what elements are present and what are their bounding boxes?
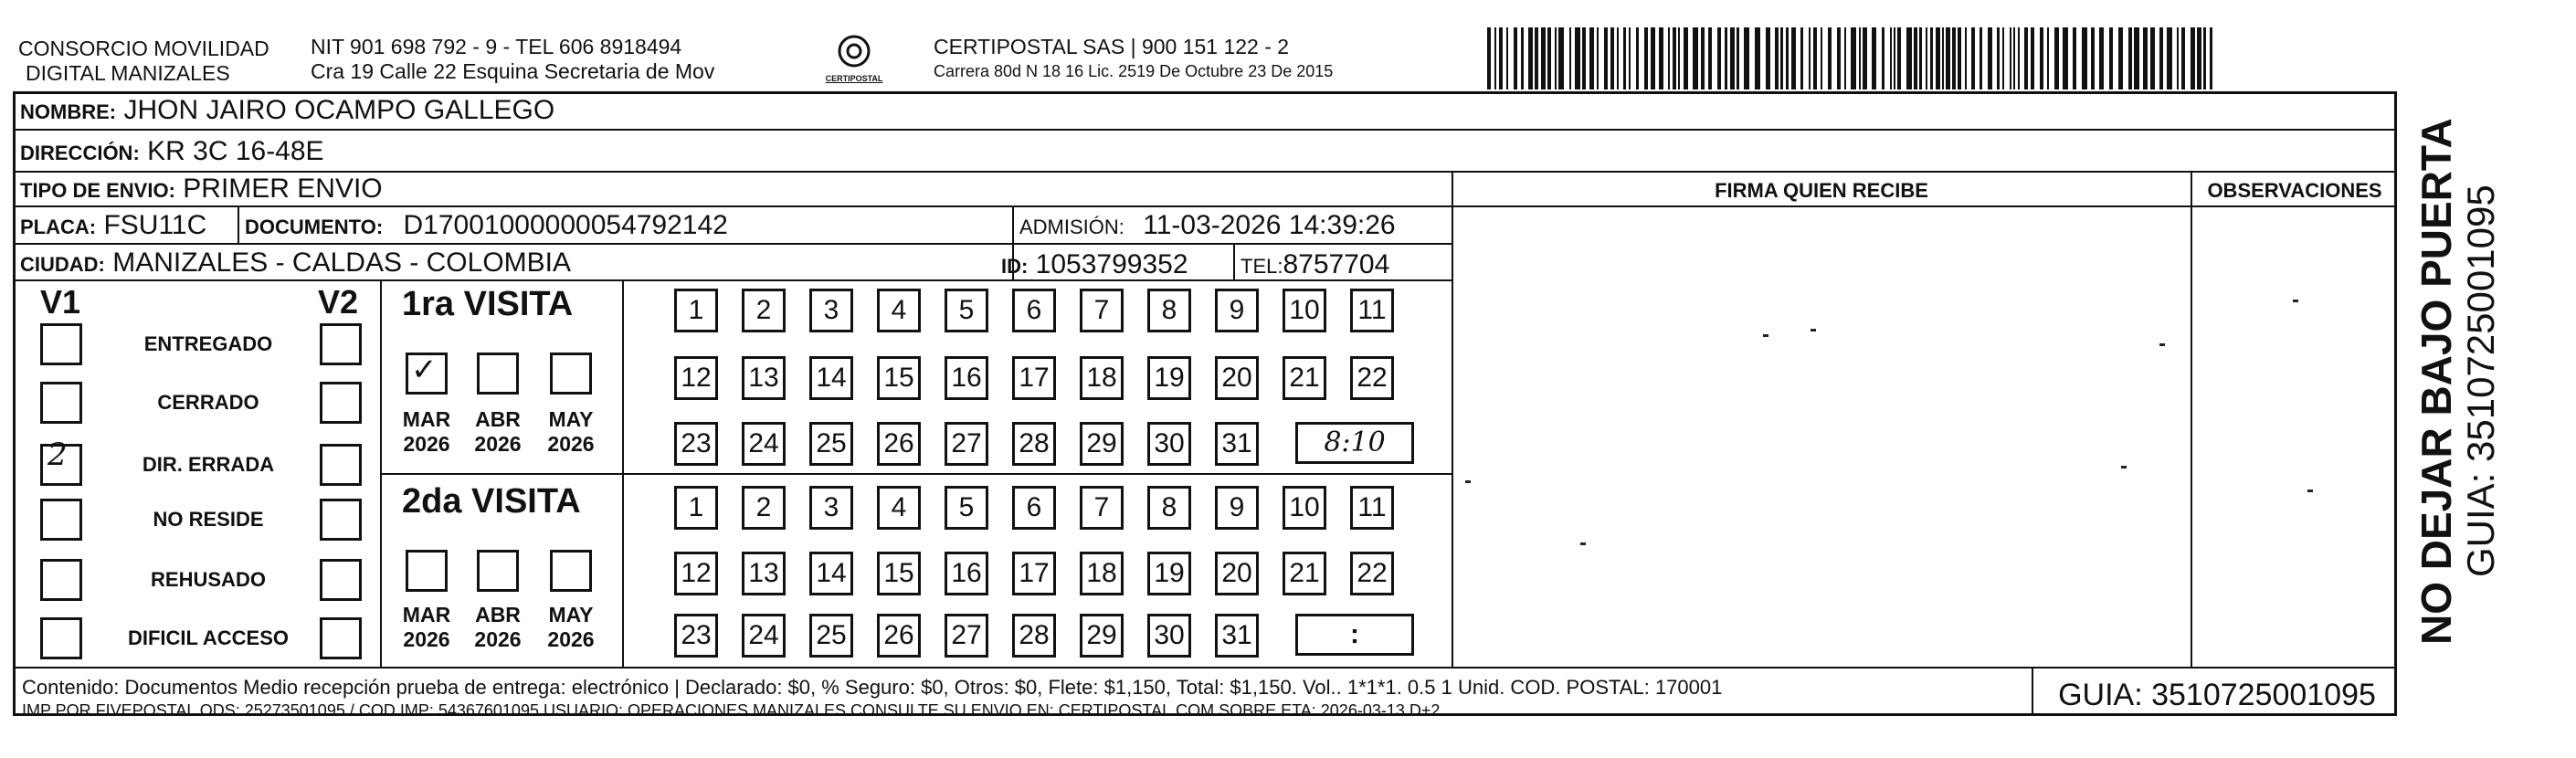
observations-area[interactable]: [2193, 208, 2394, 665]
barcode-bar: [1980, 27, 1982, 89]
barcode-bar: [1623, 27, 1626, 89]
visit1-day-box[interactable]: 13: [742, 356, 786, 400]
first-visit-time[interactable]: 8:10: [1295, 422, 1414, 464]
barcode-bar: [1725, 27, 1727, 89]
month-year: 2026: [474, 432, 522, 456]
tipo-envio-label: TIPO DE ENVIO:: [20, 179, 175, 202]
visit2-day-box[interactable]: 20: [1215, 552, 1259, 595]
visit2-day-box[interactable]: 3: [809, 486, 853, 530]
barcode-bar: [1514, 27, 1517, 89]
barcode-bar: [2118, 27, 2123, 89]
v2-checkbox-1[interactable]: [320, 382, 362, 424]
barcode-bar: [1837, 27, 1841, 89]
carrier-line: CERTIPOSTAL SAS | 900 151 122 - 2: [934, 35, 1290, 58]
barcode-bar: [1717, 27, 1721, 89]
v2-checkbox-4[interactable]: [320, 559, 362, 601]
visit2-day-box[interactable]: 27: [945, 614, 988, 658]
barcode-bar: [2167, 27, 2172, 89]
barcode-bar: [1775, 27, 1779, 89]
visit1-day-box[interactable]: 9: [1215, 289, 1259, 332]
visit1-day-box[interactable]: 18: [1080, 356, 1124, 400]
footer-print-line: IMP POR FIVEPOSTAL ODS: 25273501095 / COD.IMP: 54367601095 USUARIO: OPERACIONES MANIZALES CONSULTE SU ENVIO EN: CERTIPOSTAL.COM SOBRE ETA: 2026-03-13 D+2: [22, 701, 1441, 720]
no-dejar-bajo-puerta: NO DEJAR BAJO PUERTA: [2412, 118, 2460, 645]
barcode-bar: [1844, 27, 1846, 89]
visit2-day-box[interactable]: 29: [1080, 614, 1124, 658]
v2-checkbox-2[interactable]: [320, 444, 362, 486]
carrier-info: [934, 35, 1333, 84]
documento-field: [245, 209, 728, 244]
barcode-bar: [1708, 27, 1712, 89]
visit1-day-box[interactable]: 29: [1080, 422, 1124, 466]
signature-area[interactable]: [1454, 208, 2189, 665]
month-year: 2026: [403, 432, 450, 456]
month-name: ABR: [475, 407, 521, 431]
admision-value: 11-03-2026 14:39:26: [1143, 210, 1396, 240]
barcode-bar: [1644, 27, 1648, 89]
barcode-bar: [2054, 27, 2059, 89]
second-visit-time[interactable]: :: [1295, 614, 1414, 656]
barcode-bar: [1555, 27, 1557, 89]
barcode-bar: [2024, 27, 2028, 89]
visit2-day-box[interactable]: 7: [1080, 486, 1124, 530]
barcode-bar: [1872, 27, 1876, 89]
barcode-bar: [2002, 27, 2004, 89]
visit2-day-box[interactable]: 21: [1283, 552, 1326, 595]
visit1-day-box[interactable]: 26: [877, 422, 921, 466]
barcode-bar: [2191, 27, 2195, 89]
barcode-bar: [1673, 27, 1676, 89]
tipo-envio-value: PRIMER ENVIO: [183, 174, 383, 204]
tel-field: [1240, 248, 1389, 283]
visit2-day-box[interactable]: 6: [1012, 486, 1056, 530]
id-value: 1053799352: [1035, 249, 1188, 279]
barcode-bar: [2091, 27, 2095, 89]
barcode-bar: [2082, 27, 2087, 89]
march-check-mark: ✓: [411, 352, 438, 388]
barcode-bar: [1678, 27, 1680, 89]
barcode-bar: [1930, 27, 1933, 89]
second-visit-title: 2da VISITA: [402, 482, 581, 521]
month-name: MAY: [548, 603, 594, 626]
barcode-bar: [2143, 27, 2148, 89]
visit2-day-box[interactable]: 11: [1350, 486, 1394, 530]
v1-checkbox-0[interactable]: [40, 323, 82, 365]
ciudad-label: CIUDAD:: [20, 253, 105, 276]
barcode-bar: [1604, 27, 1608, 89]
barcode-bar: [1521, 27, 1524, 89]
visit2-day-box[interactable]: 13: [742, 552, 786, 595]
barcode-bar: [2159, 27, 2163, 89]
certipostal-logo: [813, 33, 895, 83]
barcode-bar: [1636, 27, 1639, 89]
v2-checkbox-5[interactable]: [320, 617, 362, 659]
barcode-bar: [1617, 27, 1619, 89]
visit2-day-box[interactable]: 9: [1215, 486, 1259, 530]
barcode-bar: [2010, 27, 2011, 89]
barcode-bar: [1744, 27, 1749, 89]
company-name: [18, 37, 269, 86]
visit1-day-box[interactable]: 17: [1012, 356, 1056, 400]
barcode-bar: [2013, 27, 2015, 89]
visit2-day-box[interactable]: 5: [945, 486, 988, 530]
visit2-day-box[interactable]: 8: [1147, 486, 1191, 530]
barcode-bar: [1487, 27, 1491, 89]
barcode-bar: [1558, 27, 1564, 89]
visit1-day-box[interactable]: 20: [1215, 356, 1259, 400]
dir-errada-handwritten-mark: 2: [48, 437, 68, 473]
barcode-bar: [1693, 27, 1698, 89]
barcode-bar: [2073, 27, 2076, 89]
barcode-bar: [1906, 27, 1912, 89]
v2-checkbox-3[interactable]: [320, 499, 362, 541]
id-label: ID:: [1001, 255, 1029, 278]
barcode-bar: [1919, 27, 1922, 89]
visit2-day-box[interactable]: 4: [877, 486, 921, 530]
visit1-day-box[interactable]: 2: [742, 289, 786, 332]
barcode-bar: [1791, 27, 1796, 89]
v1-checkbox-1[interactable]: [40, 382, 82, 424]
visit1-day-box[interactable]: 23: [674, 422, 718, 466]
visit1-day-box[interactable]: 25: [809, 422, 853, 466]
barcode-bar: [1997, 27, 2000, 89]
barcode-bar: [1547, 27, 1551, 89]
barcode-bar: [1936, 27, 1940, 89]
barcode-bar: [1890, 27, 1892, 89]
barcode-bar: [1528, 27, 1533, 89]
barcode-bar: [2047, 27, 2049, 89]
logo-icon: [836, 33, 872, 69]
visit2-day-box[interactable]: 22: [1350, 552, 1394, 595]
nombre-value: JHON JAIRO OCAMPO GALLEGO: [123, 95, 555, 125]
barcode-bar: [2203, 27, 2206, 89]
status-label: ENTREGADO: [143, 332, 273, 355]
month-name: ABR: [475, 603, 521, 626]
tipo-envio-field: [20, 173, 383, 207]
barcode-bar: [1821, 27, 1822, 89]
barcode-bar: [1766, 27, 1770, 89]
month-year: 2026: [403, 627, 450, 651]
visit2-day-box[interactable]: 24: [742, 614, 786, 658]
nombre-label: NOMBRE:: [20, 100, 117, 123]
v1-header: V1: [40, 283, 81, 321]
barcode-bar: [1629, 27, 1631, 89]
direccion-label: DIRECCIÓN:: [20, 142, 140, 164]
status-label: DIFICIL ACCESO: [127, 626, 289, 649]
barcode-bar: [1589, 27, 1594, 89]
barcode-bar: [2040, 27, 2043, 89]
company-line-1: CONSORCIO MOVILIDAD: [18, 37, 269, 60]
barcode-bar: [2134, 27, 2139, 89]
barcode-bar: [1952, 27, 1956, 89]
carrier-address: Carrera 80d N 18 16 Lic. 2519 De Octubre 23 De 2015: [934, 62, 1334, 80]
barcode-bar: [1914, 27, 1917, 89]
visit2-day-box[interactable]: 31: [1215, 614, 1259, 658]
barcode-bar: [2181, 27, 2185, 89]
tel-label: TEL:: [1240, 255, 1283, 278]
barcode-bar: [1851, 27, 1856, 89]
barcode-bar: [2150, 27, 2155, 89]
barcode-bar: [1499, 27, 1503, 89]
footer-content-line: Contenido: Documentos Medio recepción prueba de entrega: electrónico | Declarado: $0, % Seguro: $0, Otros: $0, Flete: $1,150, Total: $1,150. Vol.. 1*1*1. 0.5 1 Unid. COD. POSTAL: 170001: [22, 676, 1723, 699]
visit1-day-box[interactable]: 7: [1080, 289, 1124, 332]
nombre-field: [20, 94, 554, 129]
company-contact: [311, 35, 714, 84]
placa-field: [20, 209, 206, 244]
barcode-bar: [1863, 27, 1867, 89]
barcode-bar: [1809, 27, 1811, 89]
side-guia: GUIA: 3510725001095: [2459, 184, 2502, 577]
visit1-day-box[interactable]: 8: [1147, 289, 1191, 332]
barcode-bar: [1569, 27, 1571, 89]
visit2-day-box[interactable]: 12: [674, 552, 718, 595]
visit1-day-box[interactable]: 14: [809, 356, 853, 400]
v1-checkbox-5[interactable]: [40, 617, 82, 659]
visit1-day-box[interactable]: 15: [877, 356, 921, 400]
visit2-day-box[interactable]: 25: [809, 614, 853, 658]
visit1-day-box[interactable]: 30: [1147, 422, 1191, 466]
visit2-day-box[interactable]: 19: [1147, 552, 1191, 595]
visit1-day-box[interactable]: 16: [945, 356, 988, 400]
visit1-day-box[interactable]: 4: [877, 289, 921, 332]
barcode-bar: [1859, 27, 1861, 89]
placa-label: PLACA:: [20, 216, 97, 238]
address-line: Cra 19 Calle 22 Esquina Secretaria de Mov: [311, 59, 715, 83]
footer-guia: GUIA: 3510725001095: [2058, 678, 2376, 712]
month-label: [539, 407, 603, 457]
barcode-bar: [2177, 27, 2179, 89]
visit2-month-box-1[interactable]: [477, 550, 519, 592]
visit1-day-box[interactable]: 11: [1350, 289, 1394, 332]
barcode-bar: [1942, 27, 1944, 89]
month-label: [466, 603, 530, 652]
visit1-day-box[interactable]: 22: [1350, 356, 1394, 400]
barcode-bar: [2018, 27, 2020, 89]
nit-line: NIT 901 698 792 - 9 - TEL 606 8918494: [311, 35, 682, 58]
id-field: [1001, 248, 1188, 283]
visit2-day-box[interactable]: 10: [1283, 486, 1326, 530]
company-line-2: DIGITAL MANIZALES: [26, 61, 230, 85]
barcode-bar: [1926, 27, 1927, 89]
visit1-day-box[interactable]: 12: [674, 356, 718, 400]
visit2-day-box[interactable]: 26: [877, 614, 921, 658]
visit2-day-box[interactable]: 15: [877, 552, 921, 595]
ciudad-field: [20, 247, 571, 281]
visit2-day-box[interactable]: 1: [674, 486, 718, 530]
month-label: [395, 407, 459, 457]
barcode-bar: [1894, 27, 1895, 89]
barcode-bar: [1988, 27, 1992, 89]
barcode-bar: [1813, 27, 1817, 89]
month-name: MAR: [402, 407, 451, 431]
month-label: [539, 603, 603, 652]
barcode-bar: [1946, 27, 1950, 89]
barcode-bar: [1800, 27, 1803, 89]
admision-field: [1019, 209, 1396, 244]
visit1-day-box[interactable]: 21: [1283, 356, 1326, 400]
barcode-bar: [2031, 27, 2034, 89]
logo-caption: CERTIPOSTAL: [825, 74, 883, 83]
barcode-bar: [1828, 27, 1832, 89]
barcode-bar: [1684, 27, 1688, 89]
barcode-bar: [1965, 27, 1967, 89]
v2-header: V2: [318, 283, 359, 321]
barcode: [1487, 27, 2218, 89]
ciudad-value: MANIZALES - CALDAS - COLOMBIA: [112, 247, 572, 278]
barcode-bar: [1730, 27, 1735, 89]
month-year: 2026: [474, 627, 522, 651]
direccion-value: KR 3C 16-48E: [147, 136, 324, 166]
visit1-day-box[interactable]: 31: [1215, 422, 1259, 466]
status-label: DIR. ERRADA: [142, 453, 275, 476]
observaciones-header: OBSERVACIONES: [2207, 179, 2382, 202]
visit2-day-box[interactable]: 18: [1080, 552, 1124, 595]
firma-header: FIRMA QUIEN RECIBE: [1715, 179, 1928, 202]
visit2-day-box[interactable]: 30: [1147, 614, 1191, 658]
visit1-day-box[interactable]: 24: [742, 422, 786, 466]
barcode-bar: [2063, 27, 2068, 89]
documento-label: DOCUMENTO:: [245, 216, 384, 238]
barcode-bar: [1780, 27, 1783, 89]
visit2-day-box[interactable]: 16: [945, 552, 988, 595]
visit2-day-box[interactable]: 17: [1012, 552, 1056, 595]
v1-checkbox-3[interactable]: [40, 499, 82, 541]
barcode-bar: [1668, 27, 1670, 89]
month-name: MAR: [402, 603, 451, 626]
visit2-day-box[interactable]: 23: [674, 614, 718, 658]
barcode-bar: [1882, 27, 1884, 89]
status-label: NO RESIDE: [153, 508, 264, 531]
barcode-bar: [2099, 27, 2104, 89]
month-name: MAY: [548, 407, 594, 431]
barcode-bar: [1575, 27, 1580, 89]
barcode-bar: [1737, 27, 1739, 89]
visit1-month-box-2[interactable]: [550, 353, 592, 395]
barcode-bar: [1897, 27, 1901, 89]
month-label: [395, 603, 459, 652]
barcode-bar: [1971, 27, 1975, 89]
barcode-bar: [1597, 27, 1599, 89]
status-label: REHUSADO: [151, 568, 266, 591]
admision-label: ADMISIÓN:: [1019, 216, 1124, 238]
visit1-day-box[interactable]: 27: [945, 422, 988, 466]
barcode-bar: [1659, 27, 1663, 89]
visit2-month-box-0[interactable]: [406, 550, 448, 592]
direccion-field: [20, 135, 324, 170]
visit2-day-box[interactable]: 14: [809, 552, 853, 595]
month-label: [466, 407, 530, 457]
barcode-bar: [1541, 27, 1546, 89]
first-visit-title: 1ra VISITA: [402, 285, 574, 323]
barcode-bar: [1494, 27, 1496, 89]
visit2-month-box-2[interactable]: [550, 550, 592, 592]
visit1-day-box[interactable]: 19: [1147, 356, 1191, 400]
visit1-day-box[interactable]: 5: [945, 289, 988, 332]
visit1-day-box[interactable]: 6: [1012, 289, 1056, 332]
barcode-bar: [1701, 27, 1705, 89]
visit1-month-box-1[interactable]: [477, 353, 519, 395]
barcode-bar: [1958, 27, 1961, 89]
barcode-bar: [1786, 27, 1789, 89]
barcode-bar: [1506, 27, 1508, 89]
visit1-day-box[interactable]: 3: [809, 289, 853, 332]
barcode-bar: [2109, 27, 2113, 89]
visit1-day-box[interactable]: 10: [1283, 289, 1326, 332]
barcode-bar: [1651, 27, 1655, 89]
placa-value: FSU11C: [103, 210, 207, 240]
v1-checkbox-4[interactable]: [40, 559, 82, 601]
documento-value: D17001000000054792142: [403, 210, 728, 240]
visit2-day-box[interactable]: 28: [1012, 614, 1056, 658]
barcode-bar: [1582, 27, 1586, 89]
visit1-day-box[interactable]: 28: [1012, 422, 1056, 466]
visit2-day-box[interactable]: 2: [742, 486, 786, 530]
v2-checkbox-0[interactable]: [320, 323, 362, 365]
barcode-bar: [2128, 27, 2132, 89]
barcode-bar: [1755, 27, 1760, 89]
barcode-bar: [1610, 27, 1614, 89]
status-label: CERRADO: [157, 391, 259, 414]
month-year: 2026: [547, 432, 595, 456]
month-year: 2026: [547, 627, 595, 651]
tel-value: 8757704: [1283, 249, 1390, 279]
barcode-bar: [2210, 27, 2212, 89]
barcode-bar: [2197, 27, 2201, 89]
visit1-day-box[interactable]: 1: [674, 289, 718, 332]
barcode-bar: [1535, 27, 1538, 89]
